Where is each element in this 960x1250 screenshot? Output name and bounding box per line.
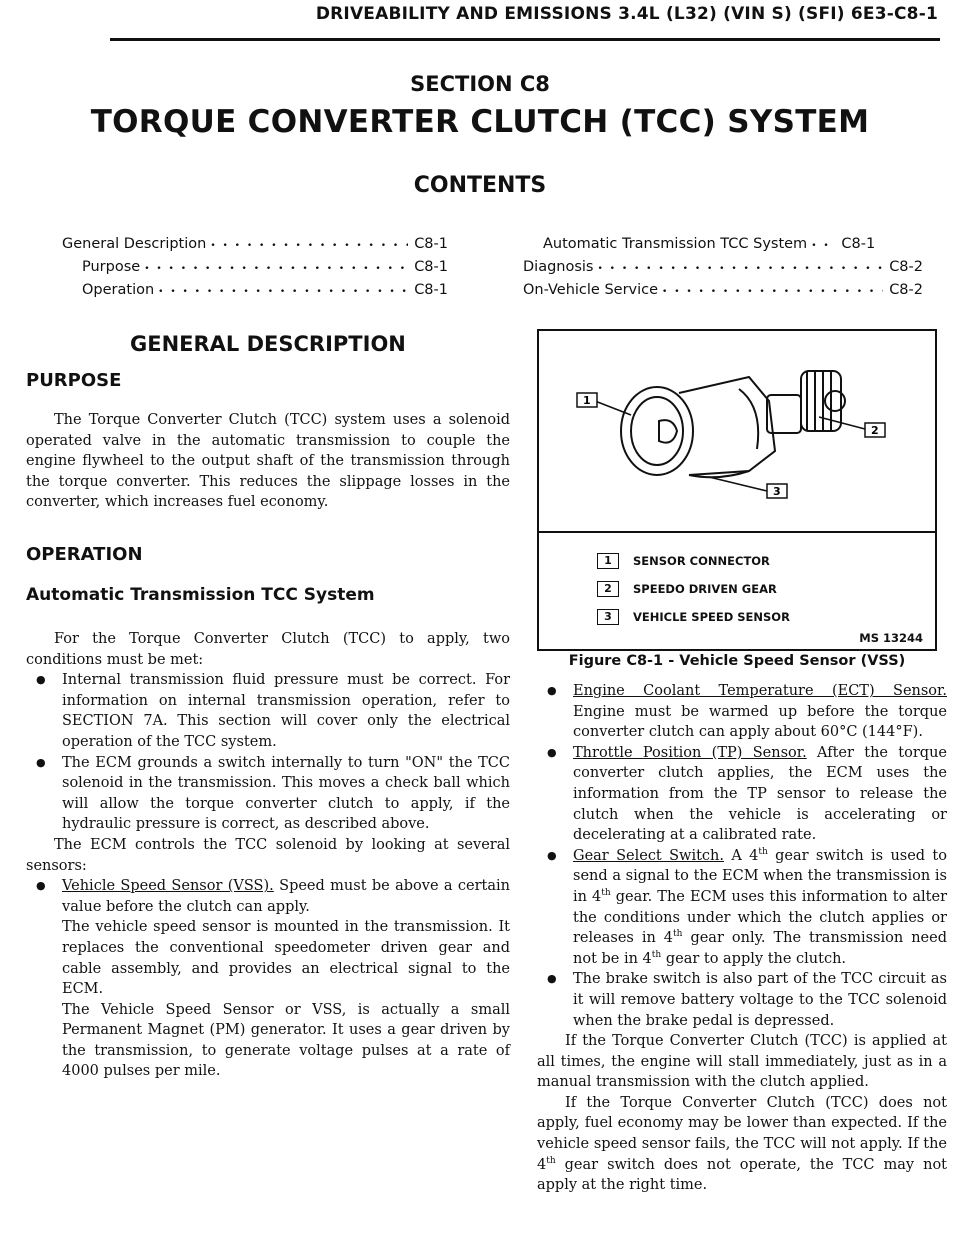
operation-body: For the Torque Converter Clutch (TCC) to apply, two conditions must be met: ● Internal transmission fluid pressure must be correct. For information on internal transmission operation, refer to SECTION 7A. This section will cover only the electrical operation of the TCC system. ● The ECM grounds a switch internally to turn "ON" the TCC solenoid in the transmission. This moves a check ball which will allow the torque converter clutch to apply, if the hydraulic pressure is correct, as described above. The ECM controls the TCC solenoid by looking at several sensors: ● Vehicle Speed Sensor (VSS). Speed must be above a certain value before the clutch can apply. The vehicle speed sensor is mounted in the transmission. It replaces the conventional speedometer driven gear and cable assembly, and provides an electrical signal to the ECM. The Vehicle Speed Sensor or VSS, is actually a small Permanent Magnet (PM) generator. It uses a gear driven by the transmission, to generate voltage pulses at a rate of 4000 pulses per mile. [26,629,510,1082]
toc-item[interactable]: On-Vehicle Service • • • C8-2 [523,280,923,303]
toc-item[interactable]: Automatic Transmission TCC System • • • C8-1 [523,234,923,257]
legend-item: 1 SENSOR CONNECTOR [597,553,770,569]
heading-purpose: PURPOSE [26,370,122,391]
toc-item[interactable]: Purpose • • • C8-1 [62,257,448,280]
gear-select-label: Gear Select Switch. [573,847,724,864]
figure-illustration [539,331,935,533]
vss-label: Vehicle Speed Sensor (VSS). [62,878,274,895]
right-column-body: ● Engine Coolant Temperature (ECT) Sensor. Engine must be warmed up before the torque converter clutch can apply about 60°C (144°F). ● Throttle Position (TP) Sensor. After the torque converter clutch applies, the ECM uses the information from the TP sensor to release the clutch when the vehicle is accelerating or decelerating at a calibrated rate. ● Gear Select Switch. A 4th gear switch is used to send a signal to the ECM when the transmission is in 4th gear. The ECM uses this information to alter the conditions under which the clutch applies or releases in 4th gear only. The transmission need not be in 4th gear to apply the clutch. ● The brake switch is also part of the TCC circuit as it will remove battery voltage to the TCC solenoid when the brake pedal is depressed. If the Torque Converter Clutch (TCC) is applied at all times, the engine will stall immediately, just as in a manual transmission with the clutch applied. If the Torque Converter Clutch (TCC) does not apply, fuel economy may be lower than expected. If the vehicle speed sensor fails, the TCC will not apply. If the 4th gear switch does not operate, the TCC may not apply at the right time. [537,681,947,1196]
legend-item: 2 SPEEDO DRIVEN GEAR [597,581,777,597]
heading-operation: OPERATION [26,544,143,565]
tp-label: Throttle Position (TP) Sensor. [573,744,807,761]
header-rule [110,38,940,41]
heading-ats: Automatic Transmission TCC System [26,585,375,605]
vss-drawing [539,331,935,531]
page-header: DRIVEABILITY AND EMISSIONS 3.4L (L32) (VIN S) (SFI) 6E3-C8-1 [315,4,938,24]
toc-item[interactable]: General Description • • • C8-1 [62,234,448,257]
figure-vss [537,329,937,651]
toc-left [62,234,448,303]
toc-item[interactable]: Operation • • • C8-1 [62,280,448,303]
section-label: SECTION C8 [410,72,550,96]
toc-right [523,234,923,303]
figure-ms-number: MS 13244 [859,631,923,645]
ect-label: Engine Coolant Temperature (ECT) Sensor. [573,683,947,699]
contents-title: CONTENTS [413,173,547,198]
callout-1: 1 [583,394,591,407]
figure-legend [539,533,935,649]
callout-3: 3 [773,485,781,498]
legend-item: 3 VEHICLE SPEED SENSOR [597,609,790,625]
figure-caption: Figure C8-1 - Vehicle Speed Sensor (VSS) [568,653,906,669]
section-title: TORQUE CONVERTER CLUTCH (TCC) SYSTEM [90,104,870,140]
heading-general-description: GENERAL DESCRIPTION [130,332,406,356]
callout-2: 2 [871,424,879,437]
purpose-paragraph: The Torque Converter Clutch (TCC) system uses a solenoid operated valve in the automatic transmission to couple the engine flywheel to the output shaft of the transmission through the torque converter. This reduces the slippage losses in the converter, which increases fuel economy. [26,412,510,511]
toc-item[interactable]: Diagnosis • • • C8-2 [523,257,923,280]
